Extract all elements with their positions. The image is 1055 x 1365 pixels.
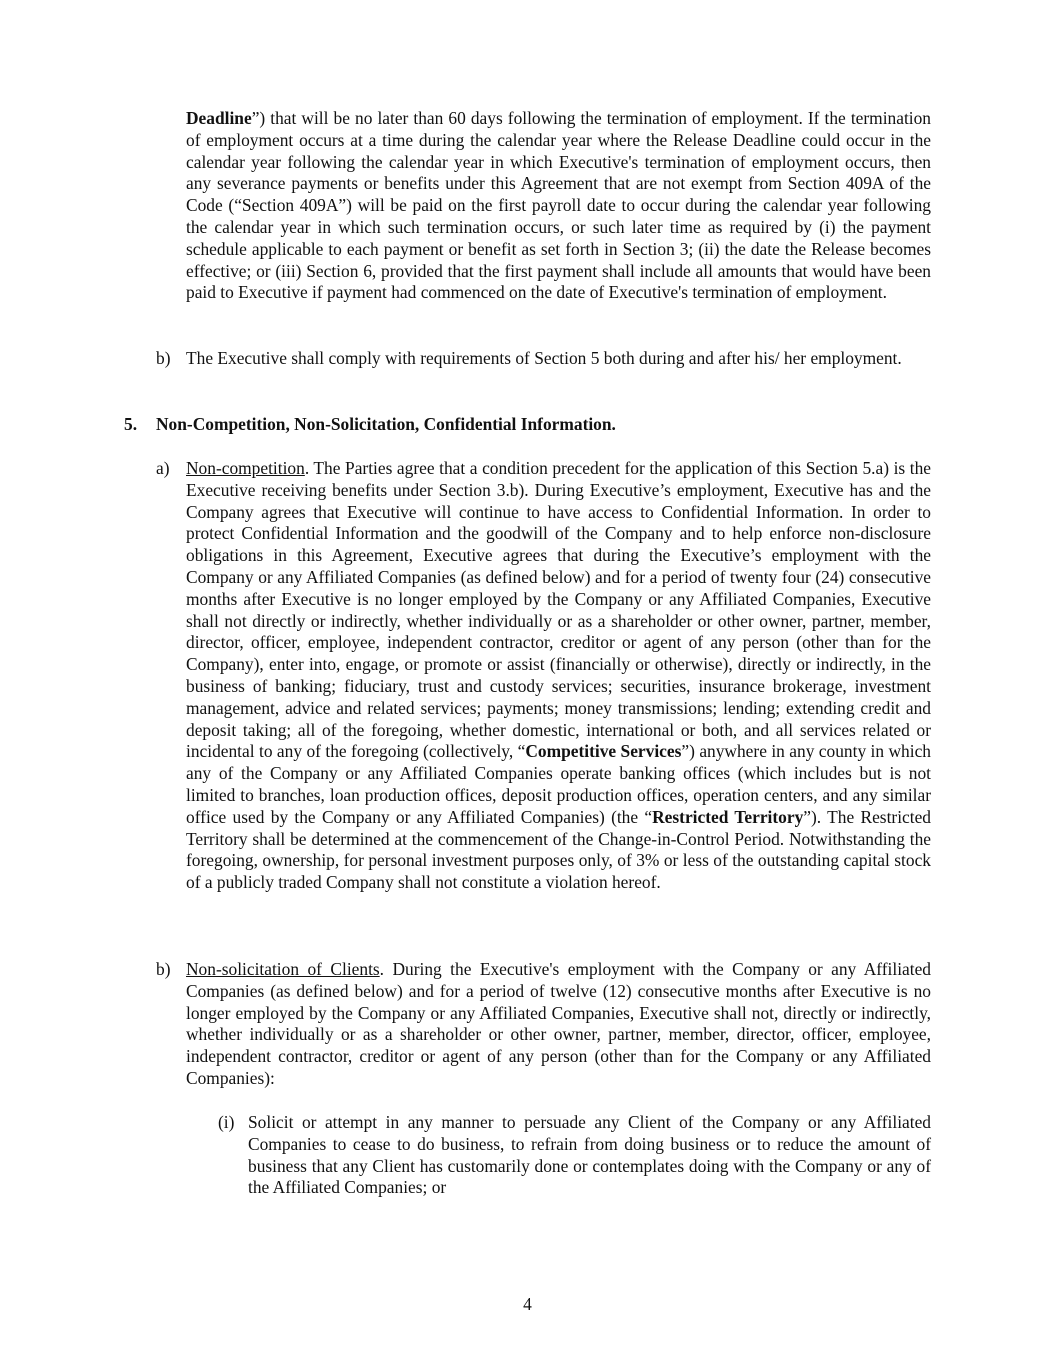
list-marker: b): [156, 959, 171, 979]
list-marker: b): [156, 348, 171, 368]
non-competition-paragraph: [186, 458, 931, 894]
release-deadline-text: ”) that will be no later than 60 days following the termination of employment. If the termination of employment occurs at a time during the calendar year where the Release Deadline could occur in the calendar year following the calendar year in which Executive's termination of employment occurs, then any severance payments or benefits under this Agreement that are not exempt from Section 409A of the Code (“Section 409A”) will be paid on the first payroll date to occur during the calendar year following the calendar year in which such termination occurs, or such later time as required by (i) the payment schedule applicable to each payment or benefit as set forth in Section 3; (ii) the date the Release becomes effective; or (iii) Section 6, provided that the first payment shall include all amounts that would have been paid to Executive if payment had commenced on the date of Executive's termination of employment.: [186, 108, 931, 303]
solicit-clients-text: Solicit or attempt in any manner to persuade any Client of the Company or any Affiliated Companies to cease to do business, to refrain from doing business or to reduce the amount of business that any Client has customarily done or contemplates doing with the Company or any of the Affiliated Companies; or: [248, 1112, 931, 1198]
release-deadline-paragraph: [186, 108, 931, 304]
section-title: Non-Competition, Non-Solicitation, Confidential Information.: [156, 414, 616, 434]
non-solicitation-paragraph: [186, 959, 931, 1090]
non-competition-heading: Non-competition: [186, 458, 305, 478]
non-competition-text-2: ”) anywhere in any county in which any of the Company or any Affiliated Companies operate banking offices (which includes but is not limited to branches, loan production offices, deposit production offices, operation centers, and any similar office used by the Company or any Affiliated Companies) (the “: [186, 741, 932, 827]
deadline-bold-term: Deadline: [186, 108, 252, 128]
section-number: 5.: [124, 414, 138, 434]
non-solicitation-text: . During the Executive's employment with the Company or any Affiliated Companies (as defined below) and for a period of twelve (12) consecutive months after Executive is no longer employed by the Company or any Affiliated Companies, Executive shall not, directly or indirectly, whether individually or as a shareholder or other owner, partner, member, director, officer, employee, independent contractor, creditor or agent of any person (other than for the Company or any Affiliated Companies):: [186, 959, 931, 1088]
compliance-text: The Executive shall comply with requirements of Section 5 both during and after his/ her employment.: [186, 348, 902, 368]
non-competition-text-1: . The Parties agree that a condition precedent for the application of this Section 5.a) is the Executive receiving benefits under Section 3.b). During Executive’s employment, Executive has and the Company agrees that Executive will continue to have access to Confidential Information. In order to protect Confidential Information and the goodwill of the Company and to help enforce non-disclosure obligations in this Agreement, Executive agrees that during the Executive’s employment with the Company or any Affiliated Companies (as defined below) and for a period of twenty four (24) consecutive months after Executive is no longer employed by the Company or any Affiliated Companies, Executive shall not directly or indirectly, whether individually or as a shareholder or other owner, partner, member, director, officer, employee, independent contractor, creditor or agent of any person (other than for the Company), enter into, engage, or promote or assist (financially or otherwise), directly or indirectly, in the business of banking; fiduciary, trust and custody services; securities, insurance brokerage, investment management, advice and related services; payments; money transmissions; lending; extending credit and deposit taking; all of the foregoing, whether domestic, international or both, and all services related or incidental to any of the foregoing (collectively, “: [186, 458, 931, 762]
page-number: 4: [523, 1294, 532, 1314]
list-marker: a): [156, 458, 170, 478]
competitive-services-term: Competitive Services: [525, 741, 682, 762]
section-5-heading: [124, 414, 616, 436]
non-competition-text-3: ”). The Restricted Territory shall be determined at the commencement of the Change-in-Control Period. Notwithstanding the foregoing, ownership, for personal investment purposes only, of 3% or less of the outstanding capital stock of a publicly traded Company shall not constitute a violation hereof.: [186, 806, 931, 893]
non-solicitation-heading: Non-solicitation of Clients: [186, 959, 380, 979]
restricted-territory-term: Restricted Territory: [652, 806, 804, 827]
sub-list-marker: (i): [218, 1112, 235, 1132]
